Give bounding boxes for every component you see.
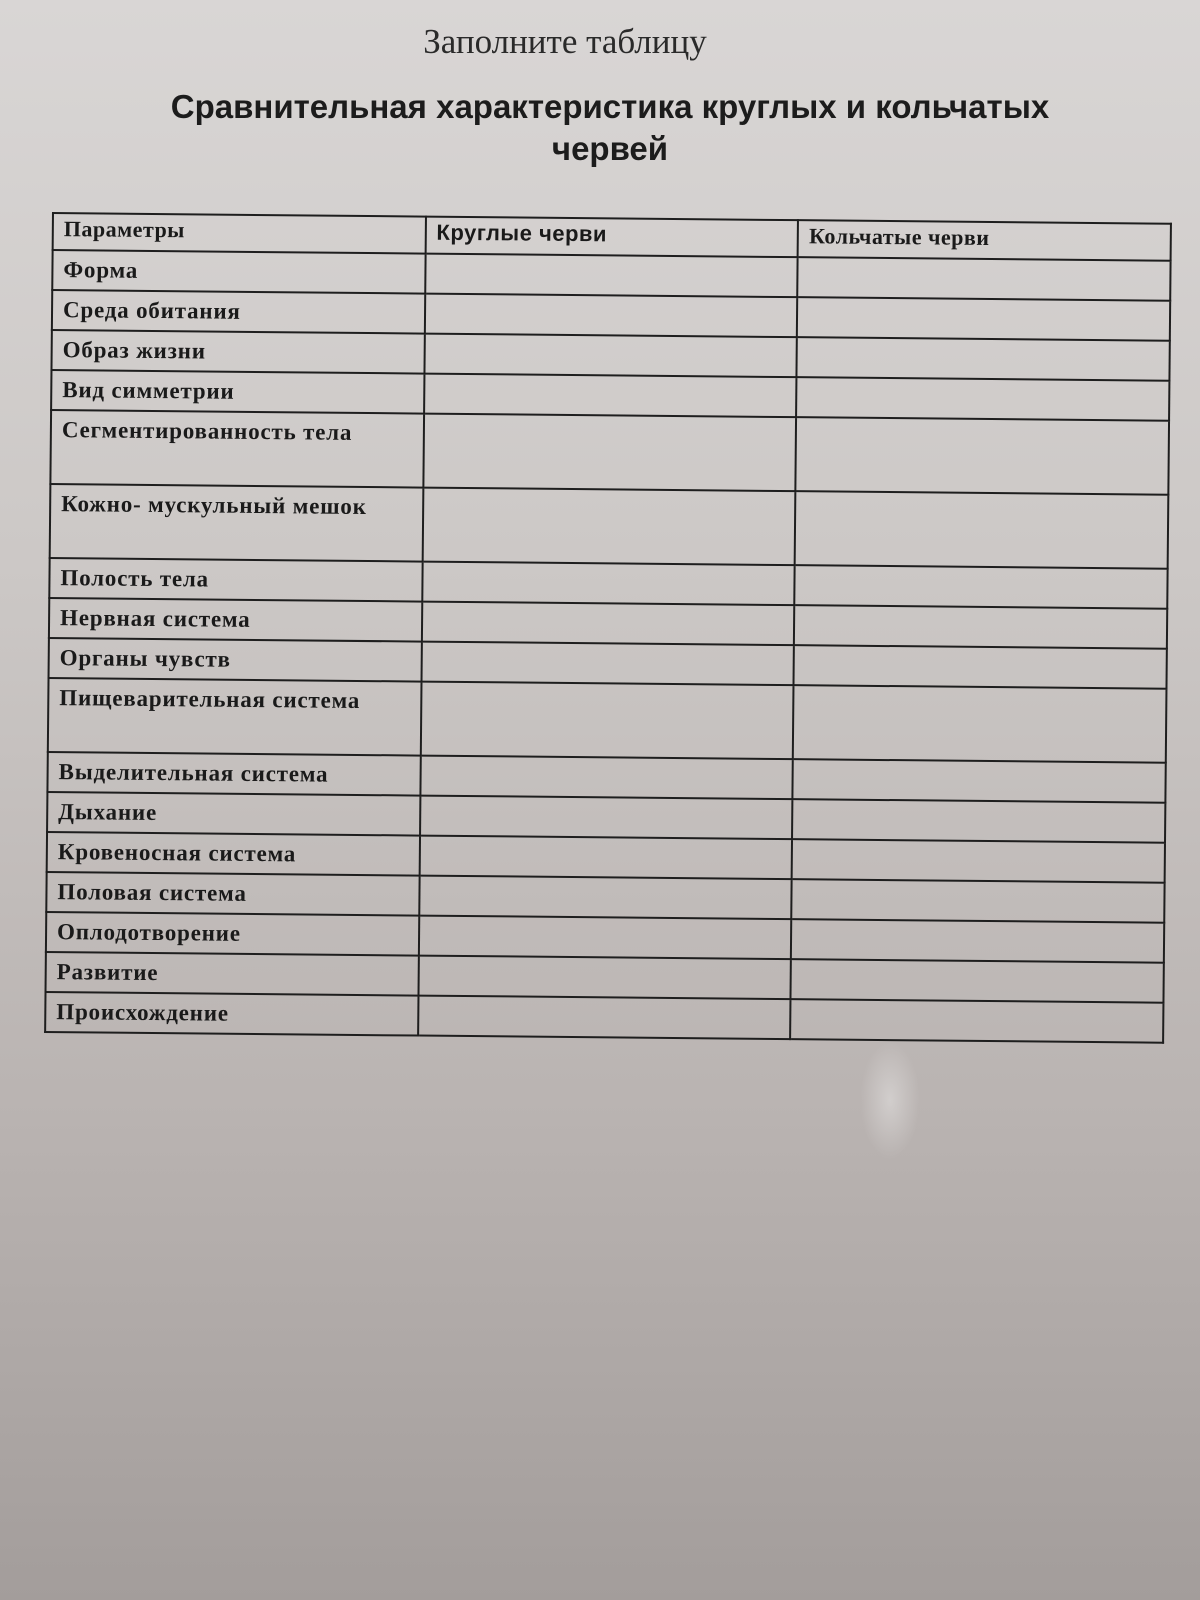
annelid-answer-cell[interactable] <box>796 417 1169 495</box>
param-cell: Развитие <box>46 952 419 996</box>
annelid-answer-cell[interactable] <box>794 605 1167 649</box>
annelid-answer-cell[interactable] <box>791 919 1164 963</box>
annelid-answer-cell[interactable] <box>797 297 1170 341</box>
annelid-answer-cell[interactable] <box>792 879 1165 923</box>
param-cell: Выделительная система <box>47 752 420 796</box>
annelid-answer-cell[interactable] <box>797 337 1170 381</box>
instruction-text: Заполните таблицу <box>423 22 707 61</box>
param-cell: Форма <box>52 250 425 294</box>
param-cell: Кровеносная система <box>47 832 420 876</box>
roundworm-answer-cell[interactable] <box>419 916 792 960</box>
roundworm-answer-cell[interactable] <box>420 682 793 760</box>
light-glare <box>860 1040 920 1160</box>
annelid-answer-cell[interactable] <box>793 759 1166 803</box>
annelid-answer-cell[interactable] <box>796 377 1169 421</box>
param-cell: Происхождение <box>45 992 418 1036</box>
roundworm-answer-cell[interactable] <box>425 254 798 298</box>
param-cell: Кожно- мускульный мешок <box>50 484 423 562</box>
roundworm-answer-cell[interactable] <box>423 414 796 492</box>
roundworm-answer-cell[interactable] <box>419 836 792 880</box>
header-annelids: Кольчатые черви <box>798 220 1171 261</box>
roundworm-answer-cell[interactable] <box>425 294 798 338</box>
roundworm-answer-cell[interactable] <box>420 796 793 840</box>
page-title: Сравнительная характеристика круглых и кольчатых червей <box>170 88 1050 167</box>
header-parameters: Параметры <box>53 213 426 254</box>
param-cell: Органы чувств <box>49 638 422 682</box>
param-cell: Сегментированность тела <box>50 410 423 488</box>
roundworm-answer-cell[interactable] <box>421 642 794 686</box>
param-cell: Вид симметрии <box>51 370 424 414</box>
annelid-answer-cell[interactable] <box>790 999 1163 1043</box>
roundworm-answer-cell[interactable] <box>422 562 795 606</box>
roundworm-answer-cell[interactable] <box>422 602 795 646</box>
annelid-answer-cell[interactable] <box>792 799 1165 843</box>
roundworm-answer-cell[interactable] <box>420 756 793 800</box>
annelid-answer-cell[interactable] <box>792 839 1165 883</box>
table-row <box>50 484 1169 569</box>
comparison-table <box>44 212 1172 1044</box>
roundworm-answer-cell[interactable] <box>422 488 795 566</box>
table-row <box>48 678 1167 763</box>
param-cell: Полость тела <box>49 558 422 602</box>
roundworm-answer-cell[interactable] <box>424 334 797 378</box>
param-cell: Оплодотворение <box>46 912 419 956</box>
param-cell: Среда обитания <box>52 290 425 334</box>
param-cell: Пищеварительная система <box>48 678 421 756</box>
param-cell: Образ жизни <box>51 330 424 374</box>
annelid-answer-cell[interactable] <box>798 257 1171 301</box>
annelid-answer-cell[interactable] <box>795 565 1168 609</box>
param-cell: Дыхание <box>47 792 420 836</box>
roundworm-answer-cell[interactable] <box>418 996 791 1040</box>
roundworm-answer-cell[interactable] <box>419 876 792 920</box>
header-roundworms: Круглые черви <box>425 217 798 258</box>
annelid-answer-cell[interactable] <box>791 959 1164 1003</box>
param-cell: Нервная система <box>49 598 422 642</box>
roundworm-answer-cell[interactable] <box>424 374 797 418</box>
annelid-answer-cell[interactable] <box>794 645 1167 689</box>
roundworm-answer-cell[interactable] <box>418 956 791 1000</box>
annelid-answer-cell[interactable] <box>793 685 1166 763</box>
param-cell: Половая система <box>46 872 419 916</box>
annelid-answer-cell[interactable] <box>795 491 1168 569</box>
table-row <box>50 410 1169 495</box>
